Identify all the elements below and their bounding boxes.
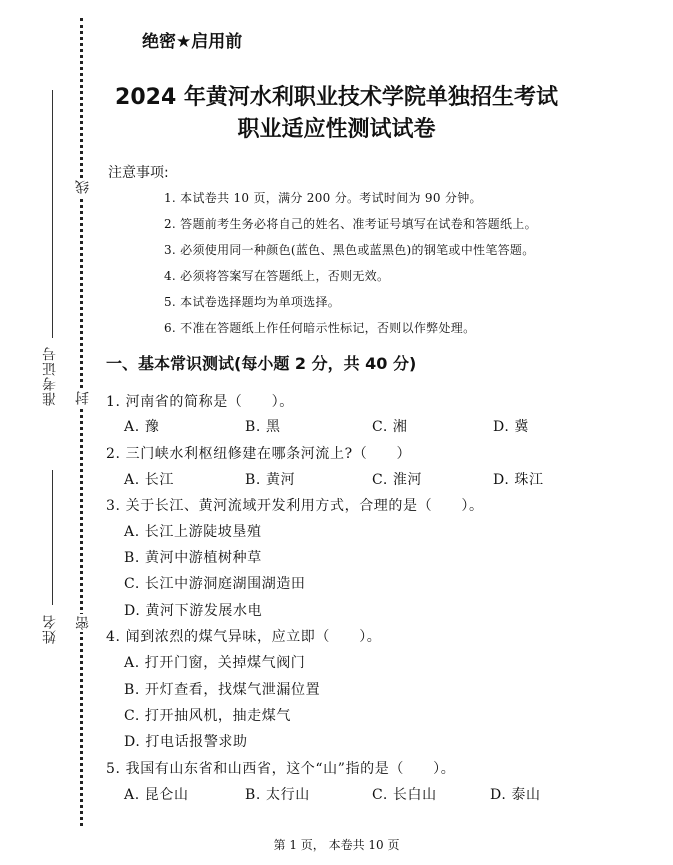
binding-mark-seal: 封	[75, 391, 91, 405]
option-d: D. 冀	[493, 419, 530, 435]
question-stem: 3. 关于长江、黄河流域开发利用方式，合理的是（ ）。	[106, 498, 484, 514]
notice-item: 2. 答题前考生务必将自己的姓名、准考证号填写在试卷和答题纸上。	[164, 217, 537, 231]
option-a: A. 长江上游陡坡垦殖	[124, 524, 262, 540]
question-stem: 4. 闻到浓烈的煤气异味，应立即（ ）。	[106, 629, 382, 645]
notice-item: 5. 本试卷选择题均为单项选择。	[164, 295, 341, 309]
binding-mark-line: 线	[75, 180, 91, 194]
option-c: C. 淮河	[372, 472, 423, 488]
notice-heading: 注意事项:	[108, 165, 169, 181]
question-stem: 5. 我国有山东省和山西省，这个“山”指的是（ ）。	[106, 761, 456, 777]
section-title: 一、基本常识测试(每小题 2 分，共 40 分)	[106, 354, 417, 373]
option-b: B. 黄河	[245, 472, 296, 488]
option-c: C. 长江中游洞庭湖围湖造田	[124, 576, 306, 592]
question-stem: 1. 河南省的简称是（ ）。	[106, 394, 294, 410]
notice-item: 3. 必须使用同一种颜色(蓝色、黑色或蓝黑色)的钢笔或中性笔答题。	[164, 243, 535, 257]
option-c: C. 湘	[372, 419, 408, 435]
exam-title: 2024 年黄河水利职业技术学院单独招生考试	[115, 85, 558, 110]
option-d: D. 珠江	[493, 472, 544, 488]
option-d: D. 打电话报警求助	[124, 734, 248, 750]
exam-id-label: 准考证号	[42, 346, 58, 406]
option-b: B. 太行山	[245, 787, 310, 803]
option-a: A. 长江	[124, 472, 175, 488]
notice-item: 1. 本试卷共 10 页，满分 200 分。考试时间为 90 分钟。	[164, 191, 482, 205]
binding-mark-secret: 密	[75, 616, 91, 630]
exam-subtitle: 职业适应性测试试卷	[237, 117, 436, 142]
name-underline	[52, 470, 53, 605]
option-c: C. 长白山	[372, 787, 437, 803]
option-c: C. 打开抽风机，抽走煤气	[124, 708, 291, 724]
notice-item: 6. 不准在答题纸上作任何暗示性标记，否则以作弊处理。	[164, 321, 476, 335]
option-d: D. 泰山	[490, 787, 541, 803]
page-footer: 第 1 页， 本卷共 10 页	[273, 838, 400, 852]
option-d: D. 黄河下游发展水电	[124, 603, 263, 619]
notice-item: 4. 必须将答案写在答题纸上，否则无效。	[164, 269, 390, 283]
secret-label: 绝密★启用前	[142, 32, 243, 52]
option-b: B. 黄河中游植树种草	[124, 550, 262, 566]
option-a: A. 打开门窗，关掉煤气阀门	[124, 655, 306, 671]
option-b: B. 黑	[245, 419, 281, 435]
option-a: A. 豫	[124, 419, 160, 435]
name-label: 姓名	[42, 614, 58, 644]
option-a: A. 昆仑山	[124, 787, 189, 803]
option-b: B. 开灯查看，找煤气泄漏位置	[124, 682, 321, 698]
question-stem: 2. 三门峡水利枢纽修建在哪条河流上?（ ）	[106, 446, 412, 462]
